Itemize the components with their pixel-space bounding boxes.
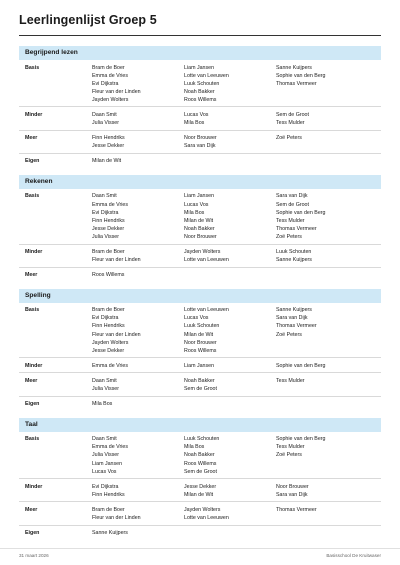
student-name: Sanne Kuijpers	[276, 257, 312, 264]
name-column	[276, 306, 373, 355]
student-name: Tess Mulder	[276, 444, 305, 451]
name-column	[92, 134, 184, 150]
group-label: Meer	[25, 135, 38, 142]
student-name: Lucas Vos	[184, 201, 209, 208]
student-name: Evi Dijkstra	[92, 483, 119, 490]
name-column	[276, 435, 373, 475]
student-name: Roos Willems	[184, 460, 217, 467]
student-name: Jesse Dekker	[184, 483, 217, 490]
student-name: Mila Bos	[184, 444, 205, 451]
student-name: Zoë Peters	[276, 135, 302, 142]
student-name: Thomas Vermeer	[276, 323, 317, 330]
student-name: Lotte van Leeuwen	[184, 514, 229, 521]
student-name: Sanne Kuijpers	[276, 307, 312, 314]
group-row	[19, 526, 381, 540]
student-name: Finn Hendriks	[92, 323, 125, 330]
student-name: Evi Dijkstra	[92, 315, 119, 322]
group-label: Basis	[25, 64, 40, 71]
name-column	[276, 111, 373, 127]
group-row	[19, 479, 381, 502]
student-name: Sara van Dijk	[276, 193, 308, 200]
student-name: Thomas Vermeer	[276, 506, 317, 513]
name-column	[184, 362, 276, 370]
student-name: Jesse Dekker	[92, 225, 125, 232]
name-column	[92, 157, 184, 165]
student-list	[19, 46, 381, 547]
student-name: Tess Mulder	[276, 120, 305, 127]
group-label: Minder	[25, 249, 43, 255]
student-name: Emma de Vries	[92, 72, 129, 79]
group-row	[19, 60, 381, 107]
group-label: Basis	[25, 307, 40, 314]
student-name: Evi Dijkstra	[92, 209, 119, 216]
subject-section	[19, 418, 381, 540]
name-column	[92, 400, 184, 408]
footer-date: 31 maart 2026	[19, 553, 49, 558]
student-name: Finn Hendriks	[92, 217, 125, 224]
name-column	[184, 529, 276, 537]
group-row	[19, 268, 381, 282]
name-column	[184, 248, 276, 264]
student-name: Tess Mulder	[276, 217, 305, 224]
name-column	[184, 157, 276, 165]
student-name: Julia Visser	[92, 452, 119, 459]
student-name: Mila Bos	[184, 120, 205, 127]
student-name: Bram de Boer	[92, 506, 125, 513]
student-name: Fleur van der Linden	[92, 514, 141, 521]
name-column	[276, 362, 373, 370]
group-row	[19, 432, 381, 479]
student-name: Lucas Vos	[184, 111, 209, 118]
group-label: Minder	[25, 111, 43, 118]
student-name: Thomas Vermeer	[276, 225, 317, 232]
student-name: Sara van Dijk	[184, 143, 216, 150]
student-name: Roos Willems	[184, 96, 217, 103]
name-column	[276, 248, 373, 264]
group-label: Basis	[25, 193, 40, 200]
name-column	[92, 271, 184, 279]
page-title: Leerlingenlijst Groep 5	[19, 13, 157, 27]
student-name: Finn Hendriks	[92, 135, 125, 142]
student-name: Jesse Dekker	[92, 143, 125, 150]
group-row	[19, 131, 381, 154]
student-name: Sara van Dijk	[276, 491, 308, 498]
group-row	[19, 245, 381, 268]
name-column	[92, 377, 184, 393]
student-name: Lotte van Leeuwen	[184, 257, 229, 264]
student-name: Sophie van den Berg	[276, 72, 326, 79]
student-name: Milan de Wit	[92, 158, 122, 165]
name-column	[184, 435, 276, 475]
student-name: Liam Jansen	[184, 362, 215, 369]
name-column	[92, 64, 184, 104]
group-row	[19, 107, 381, 130]
student-name: Noor Brouwer	[184, 339, 217, 346]
student-name: Jayden Wolters	[184, 249, 221, 255]
student-name: Mila Bos	[184, 209, 205, 216]
name-column	[92, 192, 184, 241]
student-name: Thomas Vermeer	[276, 80, 317, 87]
student-name: Milan de Wit	[184, 217, 214, 224]
student-name: Sophie van den Berg	[276, 209, 326, 216]
group-row	[19, 373, 381, 396]
title-divider	[19, 35, 381, 36]
student-name: Emma de Vries	[92, 444, 129, 451]
student-name: Jayden Wolters	[92, 96, 129, 103]
student-name: Emma de Vries	[92, 201, 129, 208]
student-name: Zoë Peters	[276, 452, 302, 459]
student-name: Noor Brouwer	[184, 135, 217, 142]
student-name: Noah Bakker	[184, 377, 215, 384]
footer-school: Basisschool De Kruitwaser	[326, 553, 381, 558]
name-column	[276, 157, 373, 165]
name-column	[184, 192, 276, 241]
group-label: Meer	[25, 506, 38, 513]
group-label: Eigen	[25, 530, 40, 537]
student-name: Bram de Boer	[92, 249, 125, 255]
group-label: Basis	[25, 436, 40, 443]
student-name: Bram de Boer	[92, 307, 125, 314]
name-column	[92, 435, 184, 475]
name-column	[276, 271, 373, 279]
student-name: Lucas Vos	[92, 468, 117, 475]
name-column	[184, 111, 276, 127]
student-name: Sem de Groot	[184, 468, 217, 475]
student-name: Daan Smit	[92, 193, 117, 200]
student-name: Liam Jansen	[184, 193, 215, 200]
group-row	[19, 397, 381, 411]
student-name: Bram de Boer	[92, 64, 125, 71]
name-column	[92, 111, 184, 127]
name-column	[184, 134, 276, 150]
group-row	[19, 358, 381, 373]
name-column	[92, 306, 184, 355]
subject-header: Taal	[19, 418, 381, 432]
name-column	[92, 506, 184, 522]
student-name: Noor Brouwer	[184, 233, 217, 240]
name-column	[92, 362, 184, 370]
student-name: Lotte van Leeuwen	[184, 72, 229, 79]
name-column	[276, 506, 373, 522]
student-name: Finn Hendriks	[92, 491, 125, 498]
student-name: Liam Jansen	[184, 64, 215, 71]
student-name: Tess Mulder	[276, 377, 305, 384]
student-name: Roos Willems	[92, 272, 125, 279]
name-column	[92, 529, 184, 537]
student-name: Fleur van der Linden	[92, 257, 141, 264]
subject-header: Begrijpend lezen	[19, 46, 381, 60]
student-name: Noah Bakker	[184, 88, 215, 95]
student-name: Milan de Wit	[184, 491, 214, 498]
group-label: Meer	[25, 377, 38, 384]
subject-section	[19, 289, 381, 411]
name-column	[276, 529, 373, 537]
student-name: Evi Dijkstra	[92, 80, 119, 87]
name-column	[276, 192, 373, 241]
name-column	[92, 248, 184, 264]
name-column	[276, 377, 373, 393]
student-name: Luuk Schouten	[184, 80, 220, 87]
student-name: Sophie van den Berg	[276, 362, 326, 369]
name-column	[184, 306, 276, 355]
student-name: Milan de Wit	[184, 331, 214, 338]
name-column	[276, 483, 373, 499]
group-row	[19, 189, 381, 245]
student-name: Jayden Wolters	[184, 506, 221, 513]
student-name: Luuk Schouten	[184, 323, 220, 330]
group-label: Eigen	[25, 158, 40, 165]
student-name: Fleur van der Linden	[92, 88, 141, 95]
name-column	[184, 271, 276, 279]
name-column	[184, 377, 276, 393]
student-name: Fleur van der Linden	[92, 331, 141, 338]
student-name: Jesse Dekker	[92, 347, 125, 354]
student-name: Roos Willems	[184, 347, 217, 354]
group-label: Minder	[25, 483, 43, 490]
student-name: Luuk Schouten	[276, 249, 312, 255]
student-name: Lucas Vos	[184, 315, 209, 322]
student-name: Luuk Schouten	[184, 436, 220, 443]
student-name: Lotte van Leeuwen	[184, 307, 229, 314]
student-name: Noor Brouwer	[276, 483, 309, 490]
student-name: Mila Bos	[92, 401, 113, 408]
student-name: Julia Visser	[92, 120, 119, 127]
student-name: Sanne Kuijpers	[92, 530, 128, 537]
group-label: Minder	[25, 362, 43, 369]
name-column	[184, 64, 276, 104]
student-name: Julia Visser	[92, 386, 119, 393]
student-name: Sem de Groot	[184, 386, 217, 393]
name-column	[184, 483, 276, 499]
group-row	[19, 154, 381, 168]
name-column	[184, 506, 276, 522]
student-name: Noah Bakker	[184, 452, 215, 459]
student-name: Julia Visser	[92, 233, 119, 240]
group-label: Eigen	[25, 401, 40, 408]
name-column	[276, 64, 373, 104]
student-name: Sara van Dijk	[276, 315, 308, 322]
student-name: Sem de Groot	[276, 201, 309, 208]
student-name: Daan Smit	[92, 377, 117, 384]
student-name: Liam Jansen	[92, 460, 123, 467]
footer-divider	[0, 548, 400, 549]
student-name: Sophie van den Berg	[276, 436, 326, 443]
student-name: Emma de Vries	[92, 362, 129, 369]
group-label: Meer	[25, 272, 38, 279]
subject-header: Rekenen	[19, 175, 381, 189]
subject-header: Spelling	[19, 289, 381, 303]
student-name: Zoë Peters	[276, 331, 302, 338]
name-column	[184, 400, 276, 408]
student-name: Daan Smit	[92, 436, 117, 443]
name-column	[276, 134, 373, 150]
student-name: Sem de Groot	[276, 111, 309, 118]
student-name: Noah Bakker	[184, 225, 215, 232]
group-row	[19, 502, 381, 525]
student-name: Daan Smit	[92, 111, 117, 118]
name-column	[92, 483, 184, 499]
group-row	[19, 303, 381, 359]
student-name: Zoë Peters	[276, 233, 302, 240]
subject-section	[19, 46, 381, 168]
student-name: Sanne Kuijpers	[276, 64, 312, 71]
name-column	[276, 400, 373, 408]
subject-section	[19, 175, 381, 282]
student-name: Jayden Wolters	[92, 339, 129, 346]
